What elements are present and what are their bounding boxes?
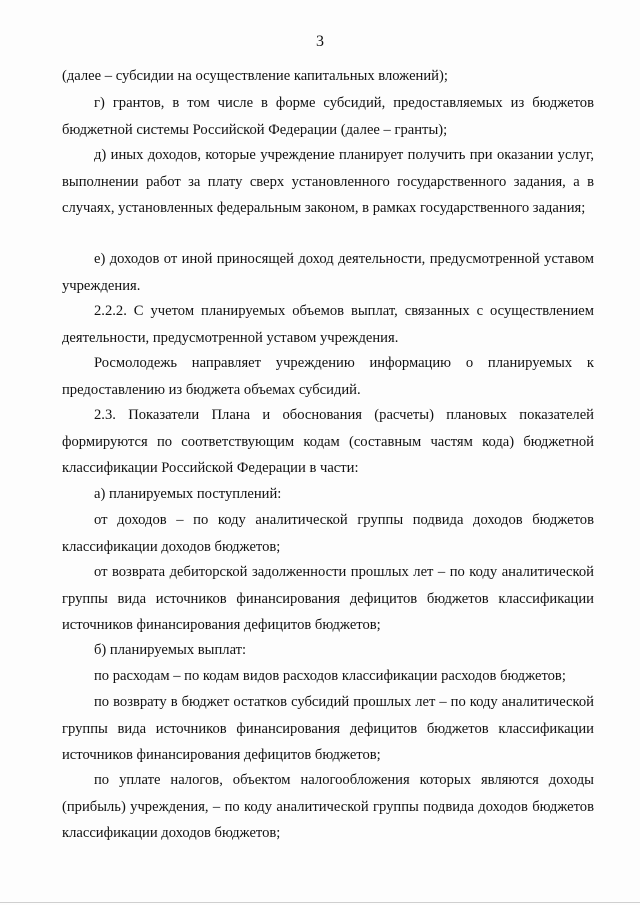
paragraph-item-g: г) грантов, в том числе в форме субсидий, предоставляемых из бюджетов бюджетной системы Российской Федерации (далее – гранты);	[62, 95, 594, 138]
scan-edge-line	[0, 902, 640, 903]
paragraph-item-e: е) доходов от иной приносящей доход деятельности, предусмотренной уставом учреждения.	[62, 251, 594, 294]
paragraph-item-d: д) иных доходов, которые учреждение планирует получить при оказании услуг, выполнении работ за плату сверх установленного государственного задания, а в случаях, установленных федеральным законом, в рамках государственного задания;	[62, 147, 594, 216]
paragraph-rosmolodezh: Росмолодежь направляет учреждению информацию о планируемых к предоставлению из бюджета объемах субсидий.	[62, 355, 594, 398]
paragraph-2-3: 2.3. Показатели Плана и обоснования (расчеты) плановых показателей формируются по соответствующим кодам (составным частям кода) бюджетной классификации Российской Федерации в части:	[62, 407, 594, 476]
paragraph-from-receivables: от возврата дебиторской задолженности прошлых лет – по коду аналитической группы вида источников финансирования дефицитов бюджетов классификации источников финансирования дефицитов бюджетов;	[62, 564, 594, 633]
paragraph-by-expenses: по расходам – по кодам видов расходов классификации расходов бюджетов;	[94, 668, 566, 684]
paragraph-2-2-2: 2.2.2. С учетом планируемых объемов выплат, связанных с осуществлением деятельности, предусмотренной уставом учреждения.	[62, 303, 594, 346]
paragraph-return-subsidies: по возврату в бюджет остатков субсидий прошлых лет – по коду аналитической группы вида источников финансирования дефицитов бюджетов классификации источников финансирования дефицитов бюджетов;	[62, 694, 594, 763]
paragraph-subsidies-capital: (далее – субсидии на осуществление капитальных вложений);	[62, 68, 448, 84]
paragraph-from-income: от доходов – по коду аналитической группы подвида доходов бюджетов классификации доходов бюджетов;	[62, 512, 594, 555]
page-number: 3	[316, 33, 324, 50]
paragraph-item-a: а) планируемых поступлений:	[94, 486, 282, 502]
paragraph-tax-payments: по уплате налогов, объектом налогообложения которых являются доходы (прибыль) учреждения, – по коду аналитической группы подвида доходов бюджетов классификации доходов бюджетов;	[62, 772, 594, 841]
paragraph-item-b: б) планируемых выплат:	[94, 642, 247, 658]
